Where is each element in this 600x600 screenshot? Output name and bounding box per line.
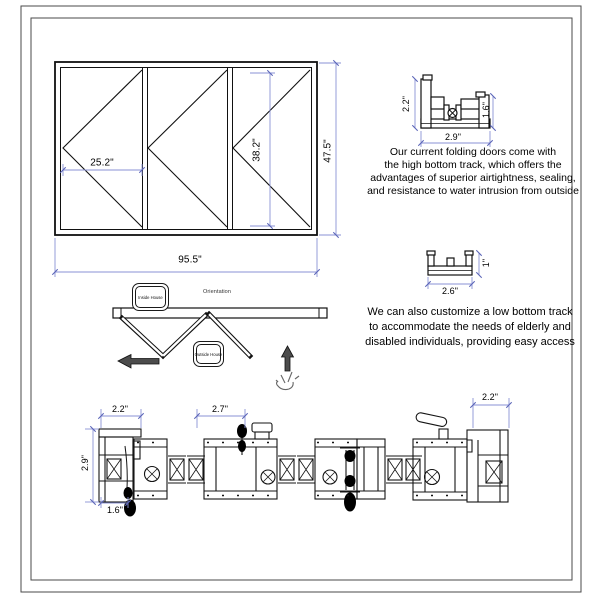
high-track-height-left-label: 2.2" — [401, 95, 411, 113]
right-jamb-profile — [467, 430, 508, 502]
section-right-jamb-width-label: 2.2" — [481, 392, 499, 402]
description-line: to accommodate the needs of elderly and — [369, 321, 571, 333]
panel-profile-hinged — [204, 423, 277, 499]
description-line: the high bottom track, which offers the — [384, 159, 562, 171]
description-line: disabled individuals, providing easy access — [365, 336, 575, 348]
inside-house-label: Inside House — [135, 286, 166, 308]
panel-profile — [134, 439, 167, 499]
section-left-jamb-width-label: 2.2" — [111, 404, 129, 414]
section-detail — [99, 412, 508, 517]
folding-panels-plan — [122, 314, 250, 356]
inside-house-box — [132, 283, 169, 311]
panel-profile — [357, 439, 385, 499]
high-track-profile — [421, 75, 490, 128]
section-frame-depth-label: 2.9" — [80, 454, 90, 472]
description-line: Our current folding doors come with — [389, 146, 557, 158]
fastener-ticks — [137, 443, 466, 496]
description-line: and resistance to water intrusion from outside — [367, 185, 579, 197]
high-track-description — [356, 146, 590, 198]
sheet-border — [21, 6, 581, 592]
elevation-panel-width-label: 25.2" — [90, 157, 114, 169]
door-elevation-view — [55, 62, 317, 235]
description-line: advantages of superior airtightness, sealing, — [370, 172, 576, 184]
elevation-total-height-label: 47.5" — [322, 139, 334, 163]
low-track-description — [352, 305, 588, 350]
elevation-dimension-lines — [55, 63, 341, 277]
outside-house-label: Outside House — [196, 344, 221, 364]
high-track-width-label: 2.9" — [444, 132, 462, 142]
elevation-total-width-label: 95.5" — [178, 254, 202, 266]
high-track-height-right-label: 1.6" — [481, 101, 491, 119]
low-track-profile — [427, 251, 473, 275]
section-mid-panel-label: 2.7" — [211, 404, 229, 414]
section-left-bottom-label: 1.6" — [106, 505, 124, 515]
description-line: We can also customize a low bottom track — [367, 306, 573, 318]
interlock-profile — [278, 456, 315, 483]
hand-icon — [276, 372, 299, 390]
interlock-profile — [386, 456, 422, 483]
slide-direction-arrow — [118, 355, 159, 369]
outside-house-box — [193, 341, 224, 367]
interlock-profile — [168, 456, 205, 483]
low-track-height-label: 1" — [481, 258, 491, 268]
push-direction-arrow — [282, 346, 294, 371]
elevation-glass-height-label: 38.2" — [251, 138, 263, 162]
orientation-title: Orientation — [202, 289, 232, 295]
low-track-width-label: 2.6" — [441, 286, 459, 296]
door-handle-icon — [415, 412, 448, 439]
